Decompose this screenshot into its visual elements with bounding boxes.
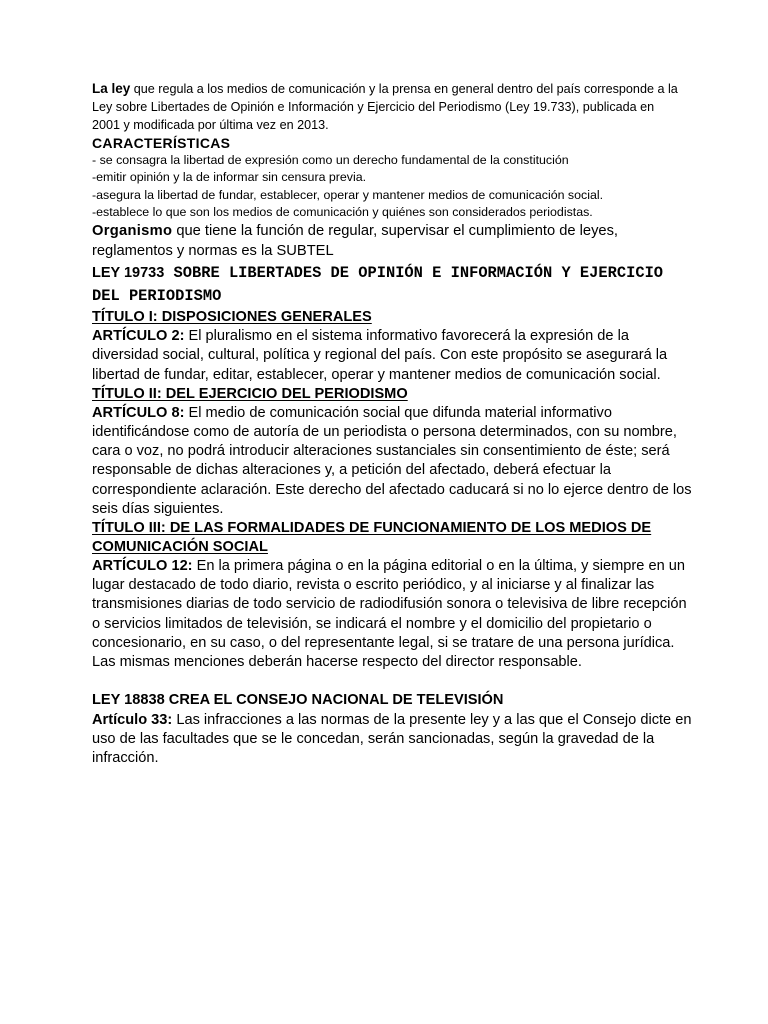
article-paragraph xyxy=(92,404,698,519)
list-item: -asegura la libertad de fundar, establecer, operar y mantener medios de comunicación social. xyxy=(92,187,604,202)
organismo-paragraph xyxy=(92,222,698,261)
organismo-text: que tiene la función de regular, supervisar el cumplimiento de leyes, reglamentos y normas es la SUBTEL xyxy=(92,223,619,259)
article-label: ARTÍCULO 2: xyxy=(92,328,185,345)
titulo-heading: TÍTULO II: DEL EJERCICIO DEL PERIODISMO xyxy=(92,385,408,402)
section-titulo-1 xyxy=(92,308,698,385)
article-text: El medio de comunicación social que difunda material informativo identificándose como de autoría de un periodista o persona determinados, con su nombre, cara o voz, no podrá introducir alteraciones sustanciales sin consentimiento de éste; será responsable de dichas alteraciones y, a petición del afectado, deberá efectuar la correspondiente aclaración. Este derecho del afectado caducará si no lo ejerce dentro de los seis días siguientes. xyxy=(92,404,692,517)
list-item: -establece lo que son los medios de comunicación y quiénes son considerados periodistas. xyxy=(92,204,593,219)
section-titulo-2 xyxy=(92,385,698,519)
article-label: ARTÍCULO 12: xyxy=(92,558,193,575)
ley-19733-title: SOBRE LIBERTADES DE OPINIÓN E INFORMACIÓN Y EJERCICIO DEL PERIODISMO xyxy=(92,264,664,306)
caracteristicas-heading: CARACTERÍSTICAS xyxy=(92,135,231,151)
article-paragraph xyxy=(92,557,698,672)
ley-18838-heading: LEY 18838 CREA EL CONSEJO NACIONAL DE TELEVISIÓN xyxy=(92,692,504,709)
intro-bold-lead: La ley xyxy=(92,81,131,96)
article-label: ARTÍCULO 8: xyxy=(92,404,185,421)
intro-text: que regula a los medios de comunicación y la prensa en general dentro del país corresponde a la Ley sobre Libertades de Opinión e Información y Ejercicio del Periodismo (Ley 19.733), publicada en 2001 y modificada por última vez en 2013. xyxy=(92,82,678,132)
titulo-heading: TÍTULO I: DISPOSICIONES GENERALES xyxy=(92,309,372,326)
titulo-heading: TÍTULO III: DE LAS FORMALIDADES DE FUNCIONAMIENTO DE LOS MEDIOS DE COMUNICACIÓN SOCIAL xyxy=(92,520,652,556)
section-titulo-3 xyxy=(92,519,698,672)
article-text: El pluralismo en el sistema informativo favorecerá la expresión de la diversidad social, cultural, política y regional del país. Con este propósito se asegurará la libertad de fundar, editar, establecer, operar y mantener medios de comunicación social. xyxy=(92,328,668,383)
article-text: En la primera página o en la página editorial o en la última, y siempre en un lugar destacado de todo diario, revista o escrito periódico, y al iniciarse y al finalizar las transmisiones diarias de todo servicio de radiodifusión sonora o televisiva de libre recepción o servicios limitados de televisión, se indicará el nombre y el domicilio del propietario o concesionario, en su caso, o del representante legal, si se tratare de una persona jurídica. Las mismas menciones deberán hacerse respecto del director responsable. xyxy=(92,558,687,671)
article-label: Artículo 33: xyxy=(92,711,173,728)
ley-19733-number: LEY 19733 xyxy=(92,265,165,282)
organismo-bold-lead: Organismo xyxy=(92,223,173,240)
article-paragraph xyxy=(92,711,698,769)
spacer xyxy=(92,672,698,691)
ley-19733-heading xyxy=(92,262,698,308)
list-item: -emitir opinión y la de informar sin censura previa. xyxy=(92,170,367,185)
article-paragraph xyxy=(92,327,698,385)
intro-paragraph xyxy=(92,80,682,134)
ley-18838-section xyxy=(92,691,698,768)
article-text: Las infracciones a las normas de la presente ley y a las que el Consejo dicte en uso de las facultades que se le concedan, serán sancionadas, según la gravedad de la infracción. xyxy=(92,711,692,767)
caracteristicas-list xyxy=(92,152,698,221)
list-item: - se consagra la libertad de expresión como un derecho fundamental de la constitución xyxy=(92,153,569,167)
